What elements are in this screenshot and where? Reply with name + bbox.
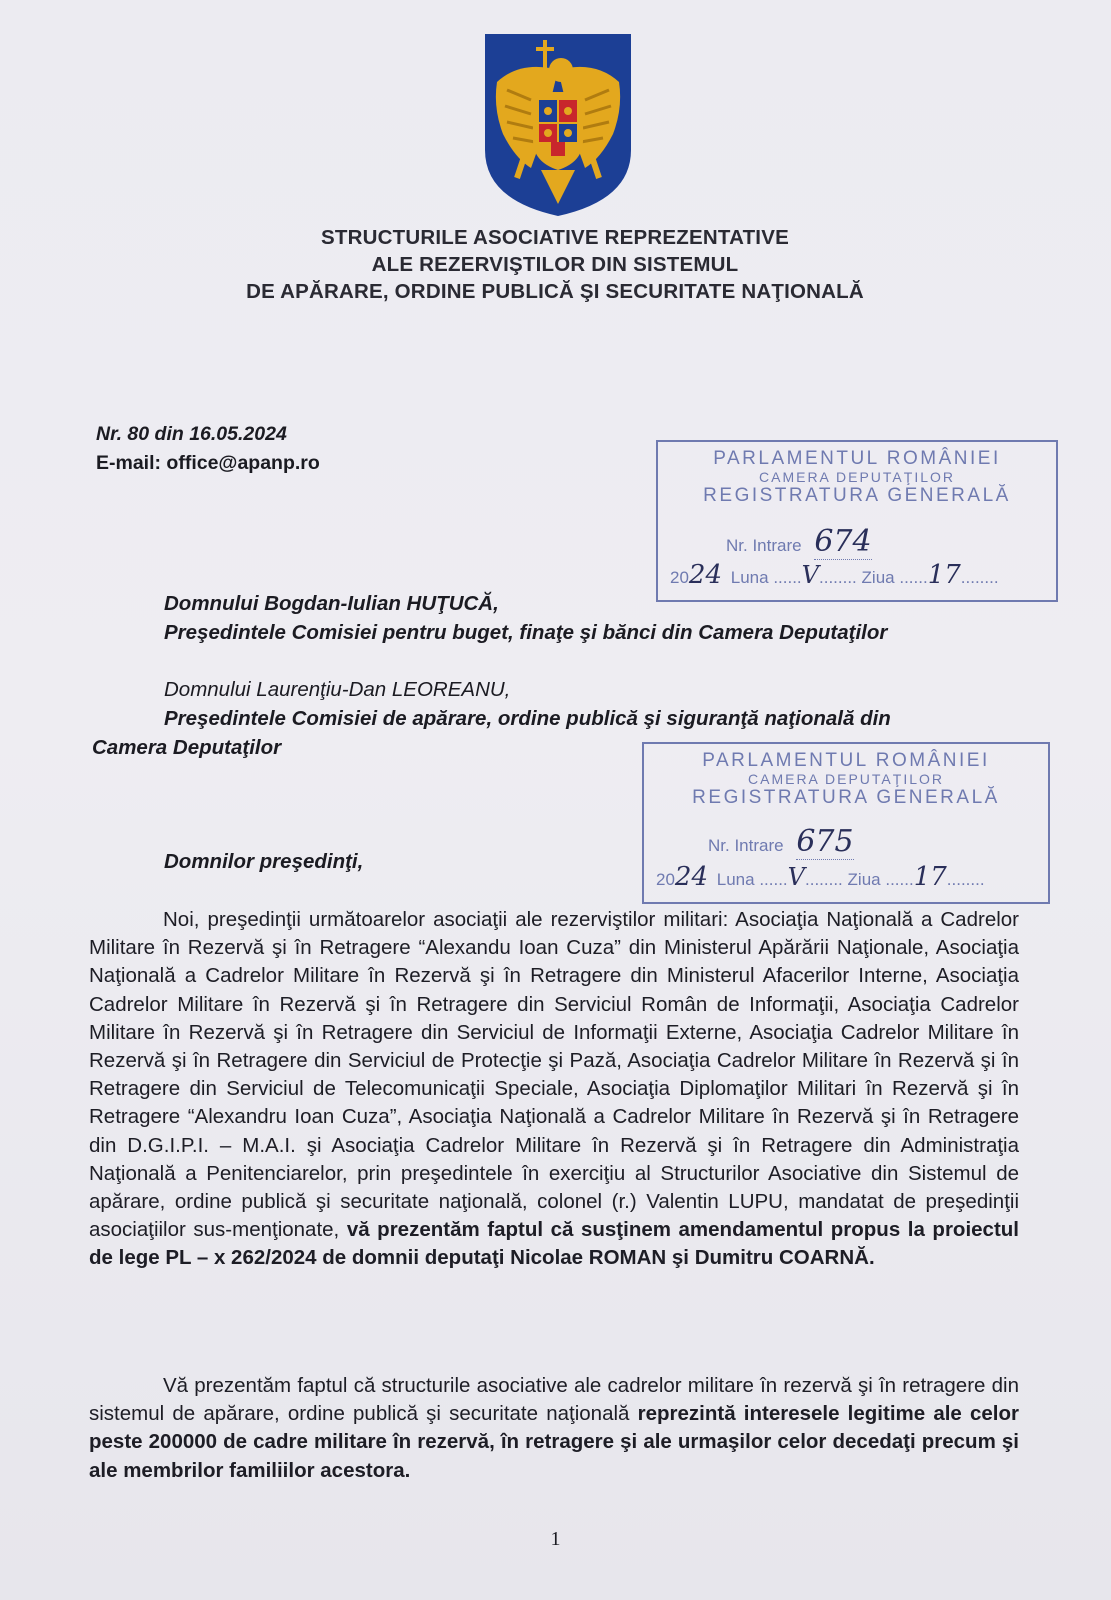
paragraph-1-text: Noi, preşedinţii următoarelor asociaţii ale rezerviştilor militari: Asociaţia Naţională a Cadrelor Militare în Rezervă şi în Retragere “Alexandu Ioan Cuza” din Ministerul Apărării Naţionale, Asociaţia Naţională a Cadrelor Militare în Rezervă şi în Retragere din Ministerul Afacerilor Interne, Asociaţia Cadrelor Militare în Rezervă şi în Retragere din Serviciul Român de Informaţii, Asociaţia Cadrelor Militare în Rezervă şi în Retragere din Serviciul de Informaţii Externe, Asociaţia Cadrelor Militare în Rezervă şi în Retragere din Serviciul de Protecţie şi Pază, Asociaţia Cadrelor Militare în Rezervă şi în Retragere din Serviciul de Telecomunicaţii Speciale, Asociaţia Diplomaţilor Militari în Rezervă şi în Retragere “Alexandru Ioan Cuza”, Asociaţia Naţională a Cadrelor Militare în Rezervă şi în Retragere din D.G.I.P.I. – M.A.I. şi Asociaţia Cadrelor Militare în Rezervă şi în Retragere din Administraţia Naţională a Penitenciarelor, prin preşedintele în exerciţiu al Structurilor Asociative din Sistemul de apărare, ordine publică şi securitate naţională, colonel (r.) Valentin LUPU, mandatat de preşedinţii asociaţiilor sus-menţionate, <box>89 908 1019 1242</box>
stamp-year-value: 24 <box>688 560 723 590</box>
stamp-intrare-value: 675 <box>796 824 854 859</box>
addressee-2-role-line-2: Camera Deputaţilor <box>92 736 282 759</box>
stamp-year-value: 24 <box>674 862 709 892</box>
paragraph-2-text: Vă prezentăm faptul că structurile asociative ale cadrelor militare în rezervă şi în retragere din sistemul de apărare, ordine publică şi securitate naţională <box>89 1374 1019 1426</box>
paragraph-1-bold-text: vă prezentăm faptul că susţinem amendamentul propus la proiectul de lege PL – x 262/2024 de domnii deputaţi Nicolae ROMAN şi Dumitru COARNĂ. <box>89 1218 1019 1270</box>
addressee-2-name: Domnului Laurenţiu-Dan LEOREANU, <box>164 678 511 701</box>
paragraph-2-bold-text: reprezintă interesele legitime ale celor peste 200000 de cadre militare în rezervă, în retragere şi ale urmaşilor celor decedaţi precum şi ale membrilor familiilor acestora. <box>89 1402 1019 1482</box>
document-number: Nr. 80 din 16.05.2024 <box>96 423 287 445</box>
stamp-date-row: 2024 Luna ......V........ Ziua ......17........ <box>656 862 985 892</box>
stamp-intrare-row <box>726 524 872 559</box>
addressee-1-role: Preşedintele Comisiei pentru buget, finaţe şi bănci din Camera Deputaţilor <box>164 621 888 644</box>
stamp-chamber-name: CAMERA DEPUTAŢILOR <box>759 469 955 485</box>
contact-email: E-mail: office@apanp.ro <box>96 452 320 474</box>
stamp-registry-name: REGISTRATURA GENERALĂ <box>703 485 1011 506</box>
stamp-intrare-label: Nr. Intrare <box>726 536 802 555</box>
paragraph-1 <box>89 906 1019 1273</box>
stamp-registry-name: REGISTRATURA GENERALĂ <box>692 787 1000 808</box>
stamp-parliament-name: PARLAMENTUL ROMÂNIEI <box>702 750 990 771</box>
stamp-chamber-name: CAMERA DEPUTAŢILOR <box>748 771 944 787</box>
stamp-parliament-name: PARLAMENTUL ROMÂNIEI <box>713 448 1001 469</box>
paragraph-2 <box>89 1372 1019 1485</box>
addressee-1-name: Domnului Bogdan-Iulian HUŢUCĂ, <box>164 592 499 615</box>
stamp-luna-value: V <box>787 863 805 891</box>
registration-stamp-1 <box>656 440 1058 602</box>
stamp-ziua-label: Ziua <box>847 870 881 889</box>
stamp-ziua-value: 17 <box>913 862 947 892</box>
org-title-line-1: STRUCTURILE ASOCIATIVE REPREZENTATIVE <box>321 226 789 249</box>
stamp-year-prefix: 20 <box>670 568 689 587</box>
stamp-luna-label: Luna <box>730 568 769 587</box>
salutation: Domnilor preşedinţi, <box>164 850 364 873</box>
organization-title <box>150 224 960 305</box>
stamp-intrare-label: Nr. Intrare <box>708 836 784 855</box>
registration-stamp-2 <box>642 742 1050 904</box>
stamp-ziua-value: 17 <box>927 560 961 590</box>
page-number: 1 <box>550 1528 561 1550</box>
coat-of-arms-romania <box>481 30 635 218</box>
stamp-year-prefix: 20 <box>656 870 675 889</box>
addressee-2-role-line-1: Preşedintele Comisiei de apărare, ordine publică şi siguranţă naţională din <box>164 707 891 730</box>
stamp-ziua-label: Ziua <box>861 568 895 587</box>
stamp-date-row: 2024 Luna ......V........ Ziua ......17........ <box>670 560 999 590</box>
stamp-intrare-value: 674 <box>814 524 872 559</box>
stamp-intrare-row <box>708 824 854 859</box>
org-title-line-2: ALE REZERVIŞTILOR DIN SISTEMUL <box>371 253 739 276</box>
stamp-luna-label: Luna <box>716 870 755 889</box>
org-title-line-3: DE APĂRARE, ORDINE PUBLICĂ ŞI SECURITATE NAŢIONALĂ <box>246 280 864 303</box>
stamp-luna-value: V <box>801 561 819 589</box>
document-reference <box>96 420 320 478</box>
